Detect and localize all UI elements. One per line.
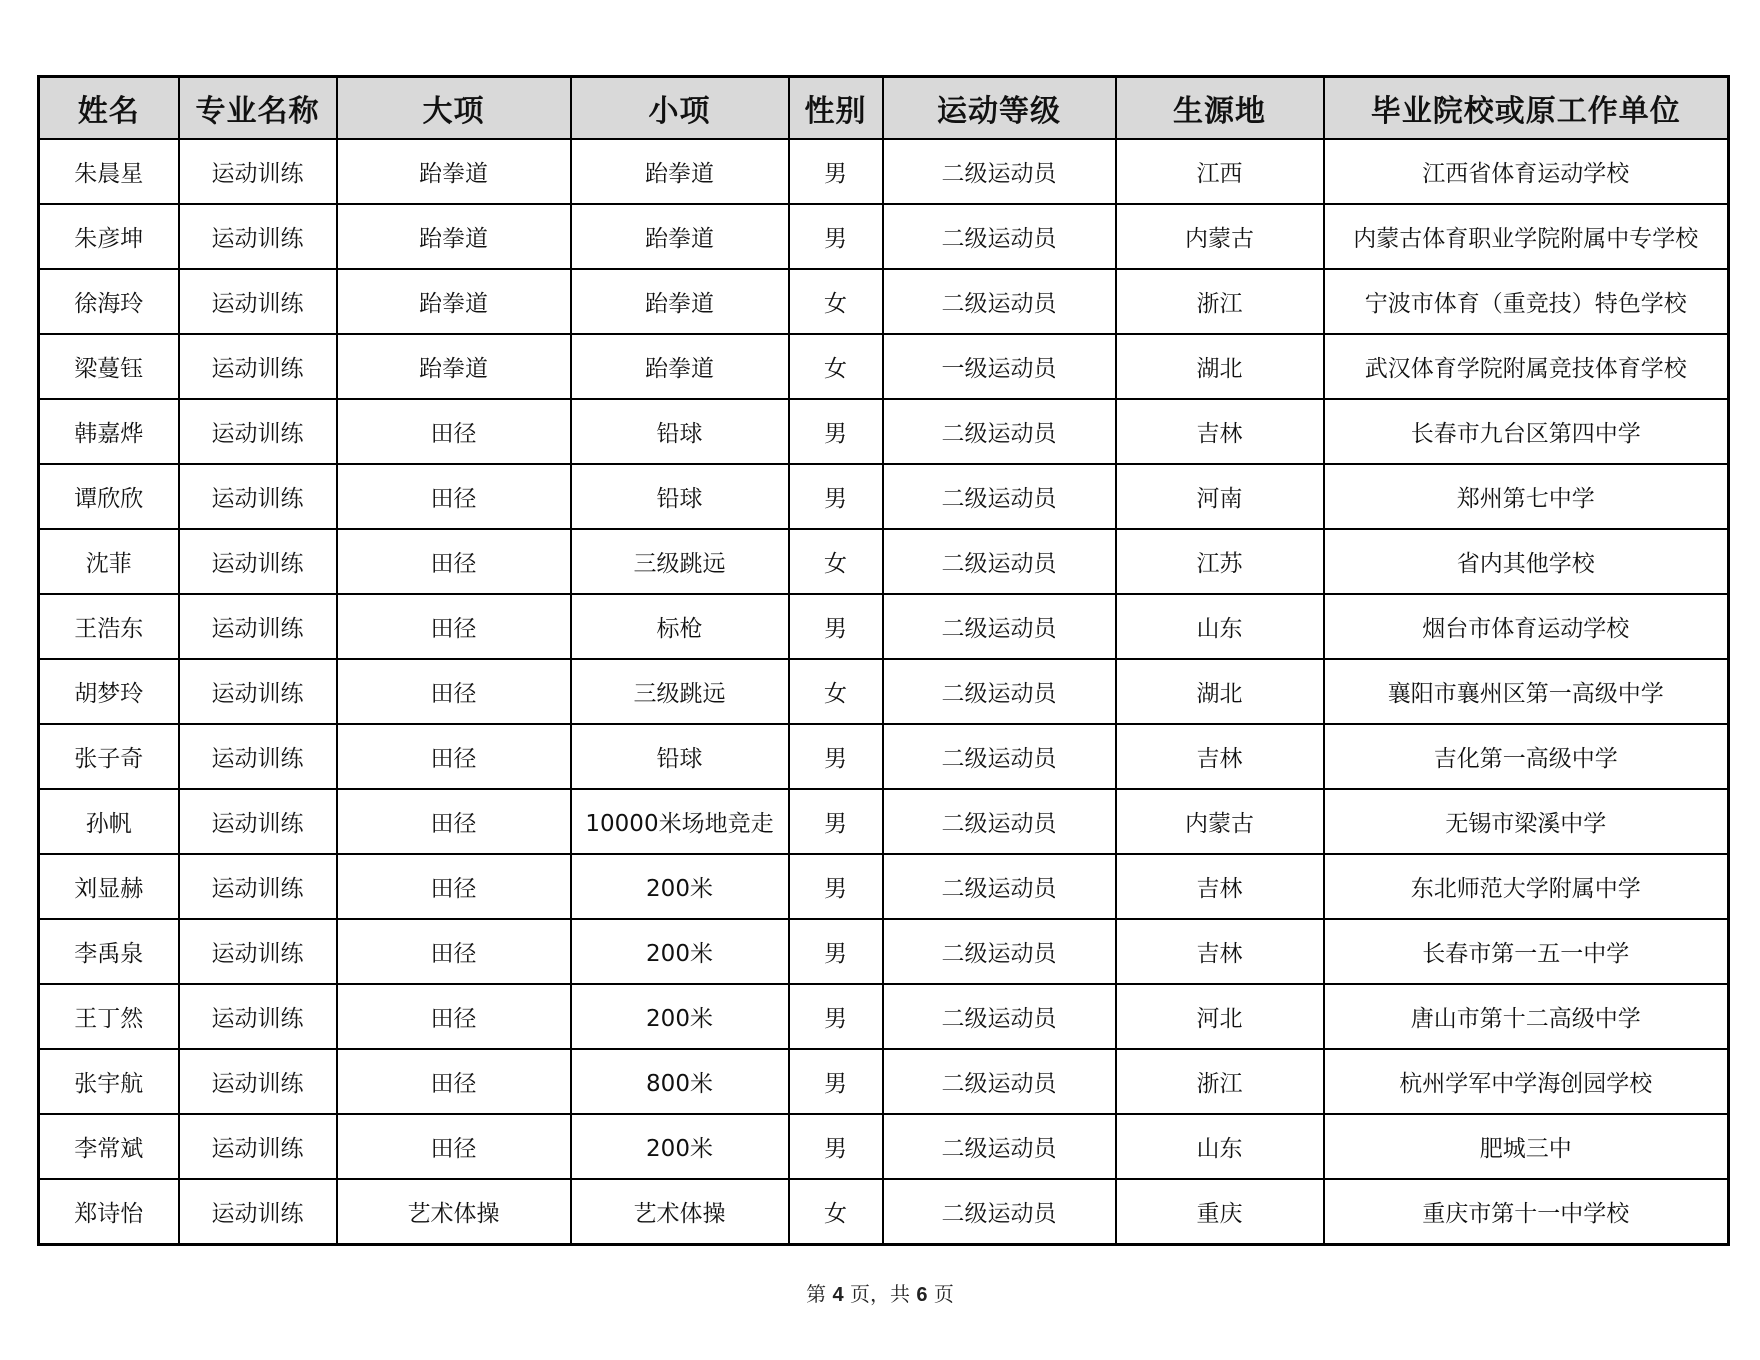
name-cell: 王浩东	[39, 594, 179, 659]
origin-cell: 江苏	[1116, 529, 1324, 594]
table-header	[39, 77, 1729, 140]
school-cell: 吉化第一高级中学	[1324, 724, 1729, 789]
name-cell: 王丁然	[39, 984, 179, 1049]
gender-cell: 男	[789, 789, 883, 854]
name-cell: 李常斌	[39, 1114, 179, 1179]
name-cell: 徐海玲	[39, 269, 179, 334]
name-cell: 张子奇	[39, 724, 179, 789]
roster-table	[37, 75, 1730, 1246]
name-cell: 谭欣欣	[39, 464, 179, 529]
school-cell: 宁波市体育（重竞技）特色学校	[1324, 269, 1729, 334]
level-cell: 二级运动员	[883, 594, 1116, 659]
column-event-header: 小项	[571, 77, 789, 140]
origin-cell: 河南	[1116, 464, 1324, 529]
table-row	[39, 724, 1729, 789]
school-cell: 武汉体育学院附属竞技体育学校	[1324, 334, 1729, 399]
origin-cell: 江西	[1116, 139, 1324, 204]
category-cell: 田径	[337, 464, 571, 529]
gender-cell: 男	[789, 464, 883, 529]
level-cell: 二级运动员	[883, 269, 1116, 334]
column-name-header: 姓名	[39, 77, 179, 140]
table-row	[39, 139, 1729, 204]
category-cell: 田径	[337, 919, 571, 984]
category-cell: 田径	[337, 854, 571, 919]
event-cell: 800米	[571, 1049, 789, 1114]
footer-prefix: 第	[806, 1282, 827, 1306]
level-cell: 二级运动员	[883, 724, 1116, 789]
major-cell: 运动训练	[179, 724, 337, 789]
category-cell: 跆拳道	[337, 139, 571, 204]
column-school-header: 毕业院校或原工作单位	[1324, 77, 1729, 140]
major-cell: 运动训练	[179, 399, 337, 464]
category-cell: 田径	[337, 659, 571, 724]
name-cell: 张宇航	[39, 1049, 179, 1114]
origin-cell: 浙江	[1116, 269, 1324, 334]
school-cell: 江西省体育运动学校	[1324, 139, 1729, 204]
level-cell: 二级运动员	[883, 464, 1116, 529]
event-cell: 10000米场地竞走	[571, 789, 789, 854]
school-cell: 内蒙古体育职业学院附属中专学校	[1324, 204, 1729, 269]
total-pages-number: 6	[916, 1284, 928, 1306]
level-cell: 一级运动员	[883, 334, 1116, 399]
major-cell: 运动训练	[179, 1114, 337, 1179]
major-cell: 运动训练	[179, 919, 337, 984]
level-cell: 二级运动员	[883, 204, 1116, 269]
school-cell: 省内其他学校	[1324, 529, 1729, 594]
school-cell: 重庆市第十一中学校	[1324, 1179, 1729, 1245]
event-cell: 200米	[571, 919, 789, 984]
gender-cell: 男	[789, 1049, 883, 1114]
major-cell: 运动训练	[179, 1179, 337, 1245]
category-cell: 跆拳道	[337, 269, 571, 334]
school-cell: 无锡市梁溪中学	[1324, 789, 1729, 854]
gender-cell: 男	[789, 594, 883, 659]
table-body	[39, 139, 1729, 1245]
category-cell: 田径	[337, 1114, 571, 1179]
table-row	[39, 269, 1729, 334]
level-cell: 二级运动员	[883, 854, 1116, 919]
column-level-header: 运动等级	[883, 77, 1116, 140]
level-cell: 二级运动员	[883, 919, 1116, 984]
name-cell: 郑诗怡	[39, 1179, 179, 1245]
name-cell: 韩嘉烨	[39, 399, 179, 464]
origin-cell: 湖北	[1116, 659, 1324, 724]
school-cell: 襄阳市襄州区第一高级中学	[1324, 659, 1729, 724]
event-cell: 跆拳道	[571, 269, 789, 334]
gender-cell: 女	[789, 529, 883, 594]
category-cell: 田径	[337, 724, 571, 789]
category-cell: 田径	[337, 399, 571, 464]
event-cell: 铅球	[571, 464, 789, 529]
name-cell: 沈菲	[39, 529, 179, 594]
name-cell: 梁蔓钰	[39, 334, 179, 399]
major-cell: 运动训练	[179, 659, 337, 724]
name-cell: 刘显赫	[39, 854, 179, 919]
current-page-number: 4	[832, 1284, 844, 1306]
major-cell: 运动训练	[179, 984, 337, 1049]
column-category-header: 大项	[337, 77, 571, 140]
table-row	[39, 594, 1729, 659]
gender-cell: 男	[789, 204, 883, 269]
table-row	[39, 659, 1729, 724]
level-cell: 二级运动员	[883, 529, 1116, 594]
origin-cell: 重庆	[1116, 1179, 1324, 1245]
event-cell: 标枪	[571, 594, 789, 659]
level-cell: 二级运动员	[883, 1179, 1116, 1245]
event-cell: 跆拳道	[571, 334, 789, 399]
header-row	[39, 77, 1729, 140]
footer-suffix: 页	[933, 1282, 954, 1306]
table-row	[39, 854, 1729, 919]
name-cell: 胡梦玲	[39, 659, 179, 724]
event-cell: 铅球	[571, 399, 789, 464]
origin-cell: 湖北	[1116, 334, 1324, 399]
event-cell: 三级跳远	[571, 659, 789, 724]
major-cell: 运动训练	[179, 204, 337, 269]
name-cell: 李禹泉	[39, 919, 179, 984]
origin-cell: 吉林	[1116, 399, 1324, 464]
gender-cell: 男	[789, 139, 883, 204]
category-cell: 田径	[337, 529, 571, 594]
event-cell: 三级跳远	[571, 529, 789, 594]
table-row	[39, 529, 1729, 594]
major-cell: 运动训练	[179, 464, 337, 529]
level-cell: 二级运动员	[883, 399, 1116, 464]
name-cell: 朱彦坤	[39, 204, 179, 269]
origin-cell: 内蒙古	[1116, 204, 1324, 269]
column-major-header: 专业名称	[179, 77, 337, 140]
gender-cell: 男	[789, 1114, 883, 1179]
origin-cell: 吉林	[1116, 854, 1324, 919]
category-cell: 跆拳道	[337, 334, 571, 399]
origin-cell: 吉林	[1116, 724, 1324, 789]
major-cell: 运动训练	[179, 269, 337, 334]
column-origin-header: 生源地	[1116, 77, 1324, 140]
event-cell: 200米	[571, 1114, 789, 1179]
event-cell: 200米	[571, 984, 789, 1049]
table-row	[39, 464, 1729, 529]
origin-cell: 吉林	[1116, 919, 1324, 984]
origin-cell: 浙江	[1116, 1049, 1324, 1114]
gender-cell: 男	[789, 724, 883, 789]
gender-cell: 男	[789, 984, 883, 1049]
school-cell: 杭州学军中学海创园学校	[1324, 1049, 1729, 1114]
table-row	[39, 1114, 1729, 1179]
category-cell: 田径	[337, 789, 571, 854]
event-cell: 铅球	[571, 724, 789, 789]
category-cell: 田径	[337, 594, 571, 659]
footer-middle: 页，共	[850, 1282, 910, 1306]
major-cell: 运动训练	[179, 139, 337, 204]
event-cell: 跆拳道	[571, 204, 789, 269]
name-cell: 朱晨星	[39, 139, 179, 204]
gender-cell: 女	[789, 269, 883, 334]
gender-cell: 女	[789, 334, 883, 399]
event-cell: 200米	[571, 854, 789, 919]
origin-cell: 内蒙古	[1116, 789, 1324, 854]
category-cell: 跆拳道	[337, 204, 571, 269]
school-cell: 长春市九台区第四中学	[1324, 399, 1729, 464]
table-row	[39, 334, 1729, 399]
gender-cell: 女	[789, 1179, 883, 1245]
level-cell: 二级运动员	[883, 659, 1116, 724]
level-cell: 二级运动员	[883, 789, 1116, 854]
table-row	[39, 789, 1729, 854]
major-cell: 运动训练	[179, 529, 337, 594]
category-cell: 田径	[337, 984, 571, 1049]
table-row	[39, 399, 1729, 464]
category-cell: 田径	[337, 1049, 571, 1114]
school-cell: 肥城三中	[1324, 1114, 1729, 1179]
table-row	[39, 1179, 1729, 1245]
page-footer	[0, 1278, 1760, 1307]
category-cell: 艺术体操	[337, 1179, 571, 1245]
gender-cell: 男	[789, 919, 883, 984]
school-cell: 东北师范大学附属中学	[1324, 854, 1729, 919]
level-cell: 二级运动员	[883, 1049, 1116, 1114]
gender-cell: 女	[789, 659, 883, 724]
table-row	[39, 204, 1729, 269]
origin-cell: 山东	[1116, 1114, 1324, 1179]
name-cell: 孙帆	[39, 789, 179, 854]
level-cell: 二级运动员	[883, 1114, 1116, 1179]
school-cell: 长春市第一五一中学	[1324, 919, 1729, 984]
origin-cell: 山东	[1116, 594, 1324, 659]
table-row	[39, 984, 1729, 1049]
column-gender-header: 性别	[789, 77, 883, 140]
origin-cell: 河北	[1116, 984, 1324, 1049]
level-cell: 二级运动员	[883, 139, 1116, 204]
major-cell: 运动训练	[179, 854, 337, 919]
major-cell: 运动训练	[179, 334, 337, 399]
table-row	[39, 919, 1729, 984]
table-row	[39, 1049, 1729, 1114]
school-cell: 郑州第七中学	[1324, 464, 1729, 529]
major-cell: 运动训练	[179, 1049, 337, 1114]
school-cell: 烟台市体育运动学校	[1324, 594, 1729, 659]
major-cell: 运动训练	[179, 594, 337, 659]
gender-cell: 男	[789, 854, 883, 919]
event-cell: 艺术体操	[571, 1179, 789, 1245]
school-cell: 唐山市第十二高级中学	[1324, 984, 1729, 1049]
major-cell: 运动训练	[179, 789, 337, 854]
gender-cell: 男	[789, 399, 883, 464]
event-cell: 跆拳道	[571, 139, 789, 204]
level-cell: 二级运动员	[883, 984, 1116, 1049]
